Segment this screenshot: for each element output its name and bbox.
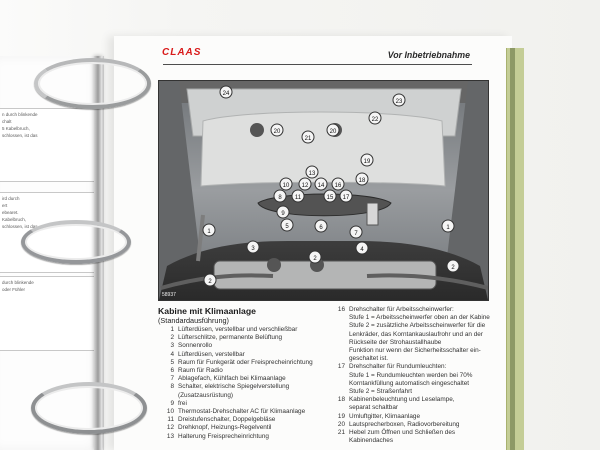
callout-5-label: 5 — [285, 224, 289, 230]
list-item — [158, 326, 323, 334]
callout-15-label: 15 — [326, 195, 334, 201]
list-item — [329, 306, 504, 314]
item-number — [329, 372, 349, 380]
list-item — [329, 429, 504, 437]
left-note-line: 5 Kabelbruch, — [2, 126, 30, 131]
callout-12-label: 12 — [301, 183, 309, 189]
list-item — [329, 413, 504, 421]
item-number: 20 — [337, 420, 345, 428]
item-text: Stufe 2 = zusätzliche Arbeitsscheinwerfer für die — [349, 322, 486, 330]
callout-9-label: 9 — [281, 211, 285, 217]
list-item — [329, 372, 504, 380]
callout-20-left-label: 20 — [273, 129, 281, 135]
binder-ring-bottom — [31, 382, 147, 434]
list-item — [329, 363, 504, 371]
left-note-box-3 — [0, 276, 99, 351]
binder-ring-top — [34, 58, 151, 109]
left-note-line: schlossen, ist das — [2, 224, 38, 229]
callout-21-label: 21 — [304, 136, 312, 142]
item-text: Thermostat-Drehschalter AC für Klimaanlage — [178, 408, 306, 416]
item-text: Stufe 1 = Arbeitsscheinwerfer oben an der Kabine — [349, 314, 490, 322]
callout-17-label: 17 — [342, 195, 350, 201]
brand-logo: CLAAS — [162, 47, 202, 58]
item-number — [329, 355, 349, 363]
list-item — [158, 408, 323, 416]
list-item — [329, 396, 504, 404]
component-list-left — [158, 326, 323, 441]
item-number: 6 — [170, 367, 174, 375]
section-title: Kabine mit Klimaanlage — [158, 306, 257, 316]
item-text: Lüfterdüsen, verstellbar und verschließbar — [178, 326, 298, 333]
list-item — [158, 375, 323, 383]
callout-3-label: 3 — [251, 246, 255, 252]
component-list — [158, 306, 498, 450]
item-number — [329, 314, 349, 322]
callout-23-label: 23 — [395, 99, 403, 105]
list-item — [158, 383, 323, 391]
left-note-lines-1 — [2, 111, 96, 139]
item-text: Drehschalter für Rundumleuchten: — [349, 363, 447, 371]
item-number: 10 — [166, 408, 174, 416]
item-number: 12 — [166, 424, 174, 432]
left-knob — [267, 258, 281, 272]
item-text: Kabinendaches — [349, 437, 394, 445]
left-note-lines-3 — [2, 279, 96, 293]
callout-10-label: 10 — [282, 183, 290, 189]
item-text: Schalter, elektrische Spiegelverstellung — [178, 383, 290, 391]
callout-16-label: 16 — [334, 183, 342, 189]
item-number: 4 — [170, 350, 174, 358]
item-text: Drehschalter für Arbeitsscheinwerfer: — [349, 306, 454, 313]
windshield-area — [201, 112, 445, 186]
item-text: Stufe 1 = Rundumleuchten werden bei 70% — [349, 371, 473, 379]
item-number — [158, 392, 178, 400]
binder-cover-edge — [506, 48, 524, 450]
list-item — [329, 421, 504, 429]
item-text: Kabinenbeleuchtung und Leselampe, — [349, 396, 455, 404]
callout-20-right-label: 20 — [329, 129, 337, 135]
right-control-panel — [367, 203, 378, 225]
item-text: Stufe 2 = Straßenfahrt — [349, 388, 413, 396]
item-number: 19 — [337, 412, 345, 420]
left-note-line: chalt — [2, 119, 12, 124]
header-rule — [163, 64, 472, 65]
item-number: 11 — [167, 416, 174, 424]
section-heading: Vor Inbetriebnahme — [387, 50, 470, 60]
item-text: Raum für Funkgerät oder Freisprecheinrichtung — [178, 358, 313, 366]
item-number — [329, 339, 349, 347]
item-number: 7 — [170, 375, 174, 383]
item-number: 8 — [170, 383, 174, 391]
left-note-line: durch blinkende — [2, 280, 34, 285]
item-text: Lüfterschlitze, permanente Belüftung — [178, 334, 283, 342]
list-item — [158, 433, 323, 441]
list-item — [329, 388, 504, 396]
list-item — [158, 359, 323, 367]
list-item — [329, 380, 504, 388]
item-text: Lenkräder, das Korntankauslaufrohr und an der — [349, 330, 483, 338]
left-note-line: ird durch — [2, 196, 20, 201]
callout-18-label: 18 — [358, 178, 366, 184]
callout-2-right-label: 2 — [451, 265, 455, 271]
callout-1-right-label: 1 — [446, 225, 450, 231]
item-number: 2 — [170, 334, 174, 342]
callout-19-label: 19 — [363, 159, 371, 165]
callout-24-label: 24 — [222, 91, 230, 97]
list-item — [329, 339, 504, 347]
list-item — [158, 400, 323, 408]
left-note-line: ert — [2, 203, 8, 208]
list-item — [329, 331, 504, 339]
list-item — [158, 334, 323, 342]
callout-22-label: 22 — [371, 117, 379, 123]
binder-ring-middle — [21, 220, 131, 264]
callout-2-left-label: 2 — [208, 279, 212, 285]
left-note-line: n durch blinkende — [2, 112, 38, 117]
item-number — [329, 331, 349, 339]
item-text: Umluftgitter, Klimaanlage — [349, 412, 421, 420]
figure-id: 58937 — [162, 292, 176, 298]
item-text: Lüfterdüsen, verstellbar — [178, 350, 245, 358]
item-number: 9 — [170, 399, 174, 407]
callout-7-label: 7 — [354, 231, 358, 237]
item-text: Lautsprecherboxen, Radiovorbereitung — [349, 420, 460, 428]
item-text: frei — [178, 399, 187, 407]
callout-8-label: 8 — [278, 195, 282, 201]
item-number: 5 — [170, 358, 174, 366]
list-item — [329, 314, 504, 322]
callout-14-label: 14 — [317, 183, 325, 189]
item-text: Rückseite der Strohaustallhaube — [349, 338, 442, 346]
list-item — [329, 322, 504, 330]
list-item — [329, 437, 504, 445]
speaker-left — [250, 123, 264, 137]
list-item — [158, 342, 323, 350]
item-text: Halterung Freisprecheinrichtung — [178, 432, 269, 440]
item-text: Funktion nur wenn der Sicherheitsschalter ein- — [349, 347, 481, 355]
cab-diagram — [159, 81, 488, 300]
item-number — [329, 380, 349, 388]
left-note-line: schlossen, ist das — [2, 133, 38, 138]
section-subtitle: (Standardausführung) — [158, 316, 229, 325]
list-item — [329, 355, 504, 363]
item-number: 1 — [170, 326, 174, 333]
left-note-line: oder Fühler — [2, 287, 26, 292]
list-item — [329, 347, 504, 355]
item-text: Drehknopf, Heizungs-Regelventil — [178, 424, 272, 432]
callout-13-label: 13 — [308, 171, 316, 177]
item-number: 18 — [337, 396, 345, 404]
list-item — [158, 416, 323, 424]
item-text: (Zusatzausrüstung) — [178, 391, 234, 399]
page-header — [114, 36, 512, 70]
left-note-line: ebearet. — [2, 210, 19, 215]
item-text: Korntankfüllung automatisch eingeschaltet — [349, 379, 470, 387]
callout-6-label: 6 — [319, 225, 323, 231]
component-list-right — [329, 306, 504, 445]
item-text: Dreistufenschalter, Doppelgebläse — [178, 416, 276, 424]
item-number — [329, 437, 349, 445]
callout-11-label: 11 — [294, 195, 302, 201]
left-note-line: Kabelbruch, — [2, 217, 27, 222]
item-number: 13 — [166, 432, 174, 440]
item-number: 16 — [337, 306, 345, 313]
cab-diagram-photo — [158, 80, 489, 301]
callout-4-label: 4 — [360, 247, 364, 253]
item-text: geschaltet ist. — [349, 355, 389, 363]
item-number — [329, 388, 349, 396]
left-note-box-1 — [0, 108, 99, 182]
item-number — [329, 404, 349, 412]
item-text: Ablagefach, Kühlfach bei Klimaanlage — [178, 375, 286, 383]
list-item — [158, 351, 323, 359]
item-number — [329, 322, 349, 330]
item-number: 21 — [337, 429, 345, 437]
callout-1-left-label: 1 — [207, 229, 211, 235]
item-text: Raum für Radio — [178, 367, 223, 375]
manual-page — [114, 36, 512, 450]
callout-2-center-label: 2 — [313, 256, 317, 262]
item-number: 3 — [170, 342, 174, 350]
item-text: Hebel zum Öffnen und Schließen des — [349, 429, 456, 437]
list-item — [158, 424, 323, 432]
binder-cover-shadow — [510, 48, 515, 450]
item-number — [329, 347, 349, 355]
item-text: Sonnenrollo — [178, 342, 213, 350]
item-number: 17 — [337, 363, 345, 371]
item-text: separat schaltbar — [349, 404, 399, 412]
list-item — [158, 367, 323, 375]
list-item — [329, 404, 504, 412]
list-item — [158, 392, 323, 400]
